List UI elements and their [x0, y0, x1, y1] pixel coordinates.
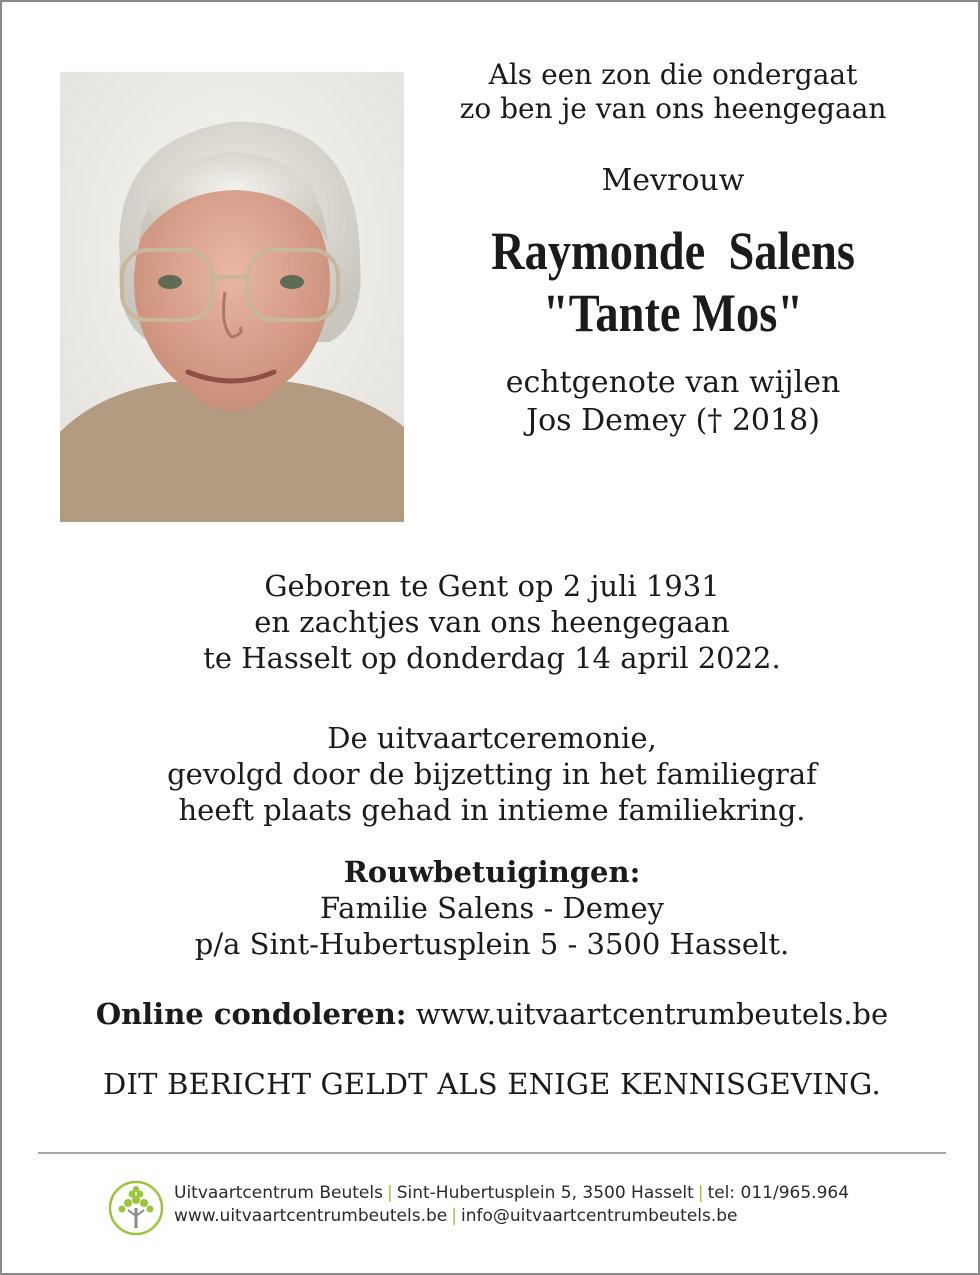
ceremony-line-2: gevolgd door de bijzetting in het familiegraf: [167, 757, 817, 791]
online-label: Online condoleren:: [95, 997, 407, 1031]
spouse-info: [442, 364, 904, 440]
footer-line-2: [174, 1205, 934, 1228]
footer-email-link[interactable]: info@uitvaartcentrumbeutels.be: [460, 1206, 738, 1226]
footer-phone: tel: 011/965.964: [707, 1183, 850, 1203]
deceased-name: [474, 220, 871, 344]
ceremony-line-1: De uitvaartceremonie,: [327, 721, 657, 755]
footer-separator: |: [386, 1183, 393, 1203]
notice-text: DIT BERICHT GELDT ALS ENIGE KENNISGEVING.: [103, 1067, 881, 1101]
poem: [442, 58, 904, 126]
death-place-date: te Hasselt op donderdag 14 april 2022.: [203, 641, 781, 675]
footer-separator: |: [451, 1206, 457, 1226]
footer-contact: [174, 1182, 934, 1228]
nickname: "Tante Mos": [542, 283, 804, 343]
tree-logo-icon: [108, 1180, 164, 1236]
online-url-link[interactable]: www.uitvaartcentrumbeutels.be: [415, 997, 889, 1031]
ceremony-line-3: heeft plaats gehad in intieme familiekring.: [178, 793, 806, 827]
condolence-address-line: p/a Sint-Hubertusplein 5 - 3500 Hasselt.: [194, 927, 790, 961]
passing-line: en zachtjes van ons heengegaan: [254, 605, 730, 639]
spouse-line-2: Jos Demey († 2018): [526, 403, 820, 438]
honorific: Mevrouw: [601, 163, 745, 198]
footer-line-1: [174, 1182, 934, 1205]
poem-line-1: Als een zon die ondergaat: [488, 58, 858, 91]
condolence-heading: Rouwbetuigingen:: [343, 855, 641, 889]
condolence-family: Familie Salens - Demey: [320, 891, 664, 925]
footer-company: Uitvaartcentrum Beutels: [174, 1183, 383, 1203]
poem-line-2: zo ben je van ons heengegaan: [459, 92, 887, 125]
ceremony-info: [42, 720, 942, 828]
portrait-illustration: [60, 72, 404, 522]
footer-address: Sint-Hubertusplein 5, 3500 Hasselt: [396, 1183, 694, 1203]
birth-line: Geboren te Gent op 2 juli 1931: [264, 569, 720, 603]
birth-death-info: [42, 568, 942, 676]
header-section: [442, 58, 904, 440]
portrait-photo: [60, 72, 404, 522]
spouse-line-1: echtgenote van wijlen: [505, 365, 841, 400]
footer-website-link[interactable]: www.uitvaartcentrumbeutels.be: [174, 1206, 448, 1226]
full-name: Raymonde Salens: [491, 221, 855, 281]
online-condolences: [42, 996, 942, 1032]
footer-divider: [38, 1152, 946, 1154]
footer-separator: |: [697, 1183, 704, 1203]
condolence-address: [42, 854, 942, 962]
